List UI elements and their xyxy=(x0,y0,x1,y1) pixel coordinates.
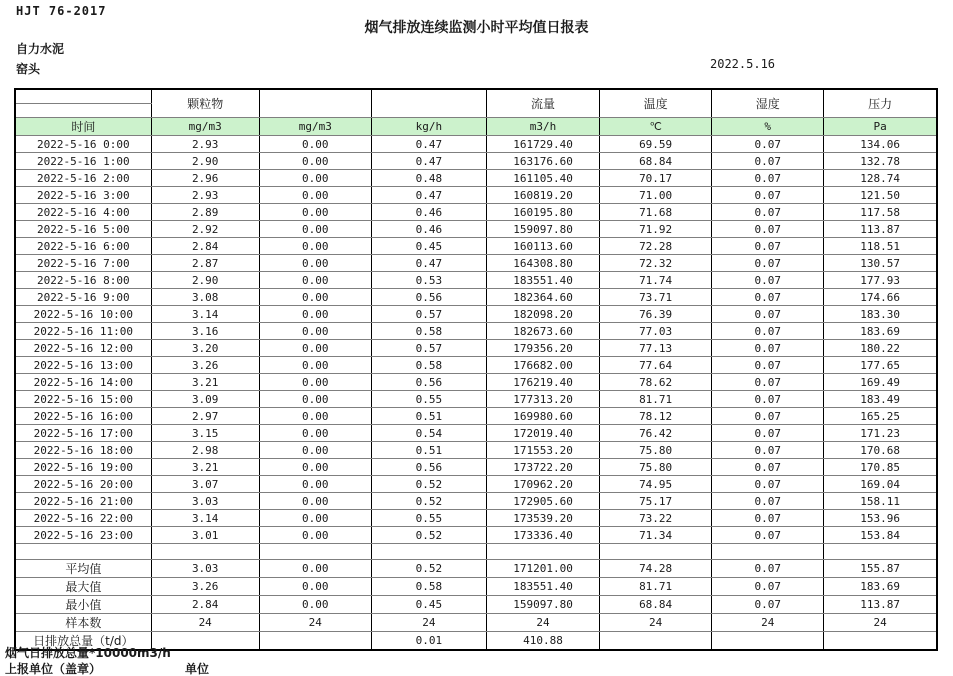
header-flow: 流量 xyxy=(486,89,599,118)
value-cell: 182364.60 xyxy=(486,289,599,306)
units-mg-m3-b: mg/m3 xyxy=(259,118,371,136)
value-cell: 0.07 xyxy=(712,459,824,476)
time-cell: 2022-5-16 7:00 xyxy=(15,255,151,272)
summary-row xyxy=(15,578,937,596)
table-row xyxy=(15,221,937,238)
value-cell: 77.13 xyxy=(600,340,712,357)
value-cell: 0.55 xyxy=(371,391,486,408)
table-row xyxy=(15,510,937,527)
header-blank-cell xyxy=(15,89,151,104)
value-cell: 155.87 xyxy=(824,560,937,578)
header-pressure: 压力 xyxy=(824,89,937,118)
value-cell: 0.00 xyxy=(259,527,371,544)
summary-label-cell: 日排放总量（t/d） xyxy=(15,632,151,651)
table-row xyxy=(15,170,937,187)
time-cell: 2022-5-16 16:00 xyxy=(15,408,151,425)
header-blank-cell-2 xyxy=(15,104,151,118)
value-cell xyxy=(486,544,599,560)
table-row xyxy=(15,476,937,493)
value-cell: 177.65 xyxy=(824,357,937,374)
time-cell: 2022-5-16 5:00 xyxy=(15,221,151,238)
value-cell: 0.07 xyxy=(712,272,824,289)
header-blank-2 xyxy=(259,89,371,118)
value-cell: 0.07 xyxy=(712,204,824,221)
value-cell: 159097.80 xyxy=(486,221,599,238)
value-cell: 182673.60 xyxy=(486,323,599,340)
value-cell: 0.47 xyxy=(371,187,486,204)
value-cell: 173722.20 xyxy=(486,459,599,476)
table-row xyxy=(15,238,937,255)
time-cell: 2022-5-16 12:00 xyxy=(15,340,151,357)
value-cell: 24 xyxy=(259,614,371,632)
table-row xyxy=(15,255,937,272)
value-cell xyxy=(151,544,259,560)
value-cell: 177313.20 xyxy=(486,391,599,408)
value-cell: 0.47 xyxy=(371,255,486,272)
header-humidity: 湿度 xyxy=(712,89,824,118)
value-cell: 0.52 xyxy=(371,476,486,493)
value-cell: 0.00 xyxy=(259,493,371,510)
monitoring-table xyxy=(14,88,938,651)
value-cell: 171201.00 xyxy=(486,560,599,578)
table-row xyxy=(15,289,937,306)
value-cell: 0.07 xyxy=(712,289,824,306)
value-cell: 0.07 xyxy=(712,476,824,493)
value-cell: 0.56 xyxy=(371,459,486,476)
value-cell: 0.00 xyxy=(259,391,371,408)
time-cell: 2022-5-16 2:00 xyxy=(15,170,151,187)
value-cell: 0.00 xyxy=(259,221,371,238)
summary-label-cell: 平均值 xyxy=(15,560,151,578)
value-cell: 113.87 xyxy=(824,221,937,238)
value-cell: 2.87 xyxy=(151,255,259,272)
value-cell: 183551.40 xyxy=(486,578,599,596)
value-cell: 3.14 xyxy=(151,306,259,323)
value-cell: 0.58 xyxy=(371,323,486,340)
time-cell: 2022-5-16 23:00 xyxy=(15,527,151,544)
value-cell: 159097.80 xyxy=(486,596,599,614)
value-cell: 180.22 xyxy=(824,340,937,357)
time-cell: 2022-5-16 15:00 xyxy=(15,391,151,408)
value-cell: 24 xyxy=(600,614,712,632)
value-cell: 0.45 xyxy=(371,238,486,255)
value-cell xyxy=(824,544,937,560)
value-cell: 0.07 xyxy=(712,374,824,391)
value-cell: 24 xyxy=(371,614,486,632)
value-cell: 169.04 xyxy=(824,476,937,493)
value-cell: 0.00 xyxy=(259,187,371,204)
time-cell: 2022-5-16 8:00 xyxy=(15,272,151,289)
value-cell: 0.07 xyxy=(712,340,824,357)
value-cell: 161729.40 xyxy=(486,136,599,153)
value-cell: 0.55 xyxy=(371,510,486,527)
value-cell: 3.15 xyxy=(151,425,259,442)
value-cell: 24 xyxy=(824,614,937,632)
time-cell: 2022-5-16 14:00 xyxy=(15,374,151,391)
value-cell: 0.52 xyxy=(371,493,486,510)
value-cell: 3.01 xyxy=(151,527,259,544)
value-cell: 0.00 xyxy=(259,357,371,374)
value-cell: 170962.20 xyxy=(486,476,599,493)
value-cell: 0.47 xyxy=(371,153,486,170)
table-row xyxy=(15,459,937,476)
value-cell: 0.00 xyxy=(259,323,371,340)
header-blank-3 xyxy=(371,89,486,118)
value-cell: 2.93 xyxy=(151,187,259,204)
value-cell: 160195.80 xyxy=(486,204,599,221)
value-cell: 3.09 xyxy=(151,391,259,408)
value-cell: 113.87 xyxy=(824,596,937,614)
value-cell: 3.14 xyxy=(151,510,259,527)
time-cell: 2022-5-16 22:00 xyxy=(15,510,151,527)
value-cell xyxy=(712,632,824,651)
value-cell: 0.07 xyxy=(712,560,824,578)
table-row xyxy=(15,374,937,391)
value-cell: 177.93 xyxy=(824,272,937,289)
table-row xyxy=(15,493,937,510)
value-cell: 0.07 xyxy=(712,170,824,187)
value-cell: 81.71 xyxy=(600,578,712,596)
value-cell xyxy=(259,632,371,651)
value-cell: 3.26 xyxy=(151,357,259,374)
value-cell: 3.07 xyxy=(151,476,259,493)
value-cell: 2.84 xyxy=(151,596,259,614)
value-cell: 0.07 xyxy=(712,187,824,204)
value-cell: 0.00 xyxy=(259,510,371,527)
footer-note: 烟气日排放总量*10000m3/h xyxy=(5,646,171,660)
value-cell: 170.85 xyxy=(824,459,937,476)
value-cell: 76.39 xyxy=(600,306,712,323)
value-cell: 132.78 xyxy=(824,153,937,170)
value-cell: 69.59 xyxy=(600,136,712,153)
group-header-row xyxy=(15,89,937,104)
value-cell: 2.89 xyxy=(151,204,259,221)
units-row xyxy=(15,118,937,136)
table-row xyxy=(15,187,937,204)
value-cell: 0.01 xyxy=(371,632,486,651)
value-cell: 176219.40 xyxy=(486,374,599,391)
value-cell: 0.00 xyxy=(259,408,371,425)
value-cell: 3.03 xyxy=(151,493,259,510)
value-cell: 0.51 xyxy=(371,408,486,425)
value-cell: 0.07 xyxy=(712,221,824,238)
value-cell: 158.11 xyxy=(824,493,937,510)
header-temperature: 温度 xyxy=(600,89,712,118)
value-cell: 0.07 xyxy=(712,408,824,425)
value-cell: 183.30 xyxy=(824,306,937,323)
value-cell: 161105.40 xyxy=(486,170,599,187)
value-cell: 2.97 xyxy=(151,408,259,425)
value-cell: 0.52 xyxy=(371,527,486,544)
table-row xyxy=(15,153,937,170)
value-cell: 153.84 xyxy=(824,527,937,544)
value-cell: 171553.20 xyxy=(486,442,599,459)
spacer-row xyxy=(15,544,937,560)
value-cell: 24 xyxy=(712,614,824,632)
time-cell: 2022-5-16 11:00 xyxy=(15,323,151,340)
units-mg-m3-a: mg/m3 xyxy=(151,118,259,136)
value-cell: 0.45 xyxy=(371,596,486,614)
time-cell: 2022-5-16 18:00 xyxy=(15,442,151,459)
value-cell xyxy=(600,544,712,560)
summary-row xyxy=(15,614,937,632)
value-cell: 71.92 xyxy=(600,221,712,238)
value-cell: 0.00 xyxy=(259,238,371,255)
value-cell: 179356.20 xyxy=(486,340,599,357)
value-cell: 2.98 xyxy=(151,442,259,459)
value-cell: 183.69 xyxy=(824,323,937,340)
report-date: 2022.5.16 xyxy=(710,57,776,71)
summary-label-cell: 最大值 xyxy=(15,578,151,596)
value-cell: 2.93 xyxy=(151,136,259,153)
value-cell: 0.54 xyxy=(371,425,486,442)
value-cell: 130.57 xyxy=(824,255,937,272)
value-cell: 0.53 xyxy=(371,272,486,289)
table-row xyxy=(15,527,937,544)
value-cell: 0.07 xyxy=(712,425,824,442)
value-cell xyxy=(259,544,371,560)
table-row xyxy=(15,272,937,289)
value-cell: 2.90 xyxy=(151,272,259,289)
value-cell: 0.00 xyxy=(259,560,371,578)
value-cell: 75.17 xyxy=(600,493,712,510)
units-m3-h: m3/h xyxy=(486,118,599,136)
table-row xyxy=(15,425,937,442)
value-cell: 0.00 xyxy=(259,153,371,170)
value-cell: 0.00 xyxy=(259,340,371,357)
header-particulate: 颗粒物 xyxy=(151,89,259,118)
value-cell: 0.07 xyxy=(712,255,824,272)
value-cell: 71.34 xyxy=(600,527,712,544)
summary-row xyxy=(15,596,937,614)
value-cell: 0.46 xyxy=(371,204,486,221)
value-cell: 77.03 xyxy=(600,323,712,340)
value-cell xyxy=(371,544,486,560)
value-cell: 0.00 xyxy=(259,459,371,476)
value-cell: 73.22 xyxy=(600,510,712,527)
value-cell: 0.07 xyxy=(712,323,824,340)
value-cell: 3.03 xyxy=(151,560,259,578)
value-cell: 0.00 xyxy=(259,255,371,272)
units-pa: Pa xyxy=(824,118,937,136)
value-cell: 3.16 xyxy=(151,323,259,340)
value-cell: 3.26 xyxy=(151,578,259,596)
table-row xyxy=(15,357,937,374)
value-cell: 183551.40 xyxy=(486,272,599,289)
value-cell: 3.21 xyxy=(151,374,259,391)
value-cell: 71.00 xyxy=(600,187,712,204)
footer-stamp-label: 上报单位（盖章） xyxy=(5,662,102,676)
value-cell xyxy=(600,632,712,651)
time-cell: 2022-5-16 3:00 xyxy=(15,187,151,204)
value-cell: 169.49 xyxy=(824,374,937,391)
value-cell xyxy=(824,632,937,651)
value-cell: 0.46 xyxy=(371,221,486,238)
value-cell: 3.21 xyxy=(151,459,259,476)
value-cell: 182098.20 xyxy=(486,306,599,323)
time-cell: 2022-5-16 10:00 xyxy=(15,306,151,323)
value-cell: 2.90 xyxy=(151,153,259,170)
value-cell: 2.96 xyxy=(151,170,259,187)
value-cell: 172905.60 xyxy=(486,493,599,510)
table-row xyxy=(15,340,937,357)
value-cell: 0.57 xyxy=(371,340,486,357)
value-cell: 183.69 xyxy=(824,578,937,596)
summary-row xyxy=(15,560,937,578)
value-cell: 72.32 xyxy=(600,255,712,272)
value-cell: 0.00 xyxy=(259,578,371,596)
units-kg-h: kg/h xyxy=(371,118,486,136)
value-cell: 183.49 xyxy=(824,391,937,408)
units-percent: % xyxy=(712,118,824,136)
value-cell: 0.07 xyxy=(712,306,824,323)
value-cell: 0.07 xyxy=(712,596,824,614)
value-cell: 0.56 xyxy=(371,374,486,391)
value-cell: 410.88 xyxy=(486,632,599,651)
value-cell: 0.07 xyxy=(712,493,824,510)
value-cell: 75.80 xyxy=(600,459,712,476)
value-cell: 121.50 xyxy=(824,187,937,204)
time-cell: 2022-5-16 19:00 xyxy=(15,459,151,476)
value-cell: 0.58 xyxy=(371,578,486,596)
value-cell: 0.00 xyxy=(259,476,371,493)
summary-label-cell: 样本数 xyxy=(15,614,151,632)
value-cell: 3.08 xyxy=(151,289,259,306)
time-cell: 2022-5-16 13:00 xyxy=(15,357,151,374)
value-cell: 0.48 xyxy=(371,170,486,187)
value-cell: 117.58 xyxy=(824,204,937,221)
value-cell: 174.66 xyxy=(824,289,937,306)
value-cell: 0.00 xyxy=(259,442,371,459)
value-cell: 172019.40 xyxy=(486,425,599,442)
value-cell: 0.58 xyxy=(371,357,486,374)
value-cell: 0.00 xyxy=(259,136,371,153)
value-cell: 160819.20 xyxy=(486,187,599,204)
value-cell: 24 xyxy=(486,614,599,632)
value-cell: 78.12 xyxy=(600,408,712,425)
blank-cell xyxy=(15,544,151,560)
station-name: 窑头 xyxy=(16,62,41,76)
summary-label-cell: 最小值 xyxy=(15,596,151,614)
value-cell: 160113.60 xyxy=(486,238,599,255)
time-cell: 2022-5-16 17:00 xyxy=(15,425,151,442)
value-cell: 24 xyxy=(151,614,259,632)
value-cell: 0.07 xyxy=(712,510,824,527)
value-cell: 71.74 xyxy=(600,272,712,289)
footer-unit-label: 单位 xyxy=(185,662,210,676)
value-cell: 0.47 xyxy=(371,136,486,153)
value-cell: 118.51 xyxy=(824,238,937,255)
units-time: 时间 xyxy=(15,118,151,136)
table-row xyxy=(15,408,937,425)
company-name: 自力水泥 xyxy=(16,42,65,56)
value-cell: 75.80 xyxy=(600,442,712,459)
time-cell: 2022-5-16 9:00 xyxy=(15,289,151,306)
time-cell: 2022-5-16 0:00 xyxy=(15,136,151,153)
value-cell: 2.84 xyxy=(151,238,259,255)
time-cell: 2022-5-16 21:00 xyxy=(15,493,151,510)
value-cell: 0.07 xyxy=(712,578,824,596)
value-cell: 3.20 xyxy=(151,340,259,357)
table-row xyxy=(15,306,937,323)
value-cell: 77.64 xyxy=(600,357,712,374)
value-cell: 0.00 xyxy=(259,170,371,187)
table-row xyxy=(15,391,937,408)
value-cell: 0.07 xyxy=(712,238,824,255)
page-title: 烟气排放连续监测小时平均值日报表 xyxy=(364,20,589,36)
table-row xyxy=(15,323,937,340)
value-cell: 0.52 xyxy=(371,560,486,578)
time-cell: 2022-5-16 1:00 xyxy=(15,153,151,170)
value-cell: 153.96 xyxy=(824,510,937,527)
value-cell: 0.00 xyxy=(259,272,371,289)
value-cell: 74.28 xyxy=(600,560,712,578)
value-cell: 68.84 xyxy=(600,596,712,614)
value-cell xyxy=(712,544,824,560)
value-cell: 0.56 xyxy=(371,289,486,306)
time-cell: 2022-5-16 4:00 xyxy=(15,204,151,221)
data-rows xyxy=(15,136,937,544)
value-cell: 76.42 xyxy=(600,425,712,442)
value-cell: 165.25 xyxy=(824,408,937,425)
value-cell: 0.00 xyxy=(259,204,371,221)
value-cell: 0.07 xyxy=(712,153,824,170)
value-cell: 128.74 xyxy=(824,170,937,187)
value-cell: 2.92 xyxy=(151,221,259,238)
value-cell: 72.28 xyxy=(600,238,712,255)
value-cell: 0.51 xyxy=(371,442,486,459)
value-cell: 0.00 xyxy=(259,425,371,442)
value-cell: 176682.00 xyxy=(486,357,599,374)
summary-rows xyxy=(15,544,937,651)
value-cell: 73.71 xyxy=(600,289,712,306)
value-cell: 164308.80 xyxy=(486,255,599,272)
value-cell: 134.06 xyxy=(824,136,937,153)
value-cell: 0.07 xyxy=(712,136,824,153)
time-cell: 2022-5-16 20:00 xyxy=(15,476,151,493)
value-cell: 78.62 xyxy=(600,374,712,391)
value-cell: 0.07 xyxy=(712,391,824,408)
value-cell: 74.95 xyxy=(600,476,712,493)
value-cell: 169980.60 xyxy=(486,408,599,425)
value-cell: 81.71 xyxy=(600,391,712,408)
value-cell: 0.07 xyxy=(712,357,824,374)
doc-code: HJT 76-2017 xyxy=(16,4,107,18)
value-cell: 173539.20 xyxy=(486,510,599,527)
value-cell: 0.00 xyxy=(259,596,371,614)
value-cell: 0.00 xyxy=(259,289,371,306)
units-celsius: ℃ xyxy=(600,118,712,136)
value-cell: 0.57 xyxy=(371,306,486,323)
value-cell: 171.23 xyxy=(824,425,937,442)
value-cell: 163176.60 xyxy=(486,153,599,170)
value-cell: 0.07 xyxy=(712,442,824,459)
value-cell: 0.00 xyxy=(259,306,371,323)
value-cell: 0.00 xyxy=(259,374,371,391)
value-cell: 0.07 xyxy=(712,527,824,544)
table-row xyxy=(15,442,937,459)
value-cell: 173336.40 xyxy=(486,527,599,544)
value-cell: 70.17 xyxy=(600,170,712,187)
table-row xyxy=(15,136,937,153)
value-cell: 170.68 xyxy=(824,442,937,459)
value-cell: 68.84 xyxy=(600,153,712,170)
value-cell: 71.68 xyxy=(600,204,712,221)
table-row xyxy=(15,204,937,221)
time-cell: 2022-5-16 6:00 xyxy=(15,238,151,255)
